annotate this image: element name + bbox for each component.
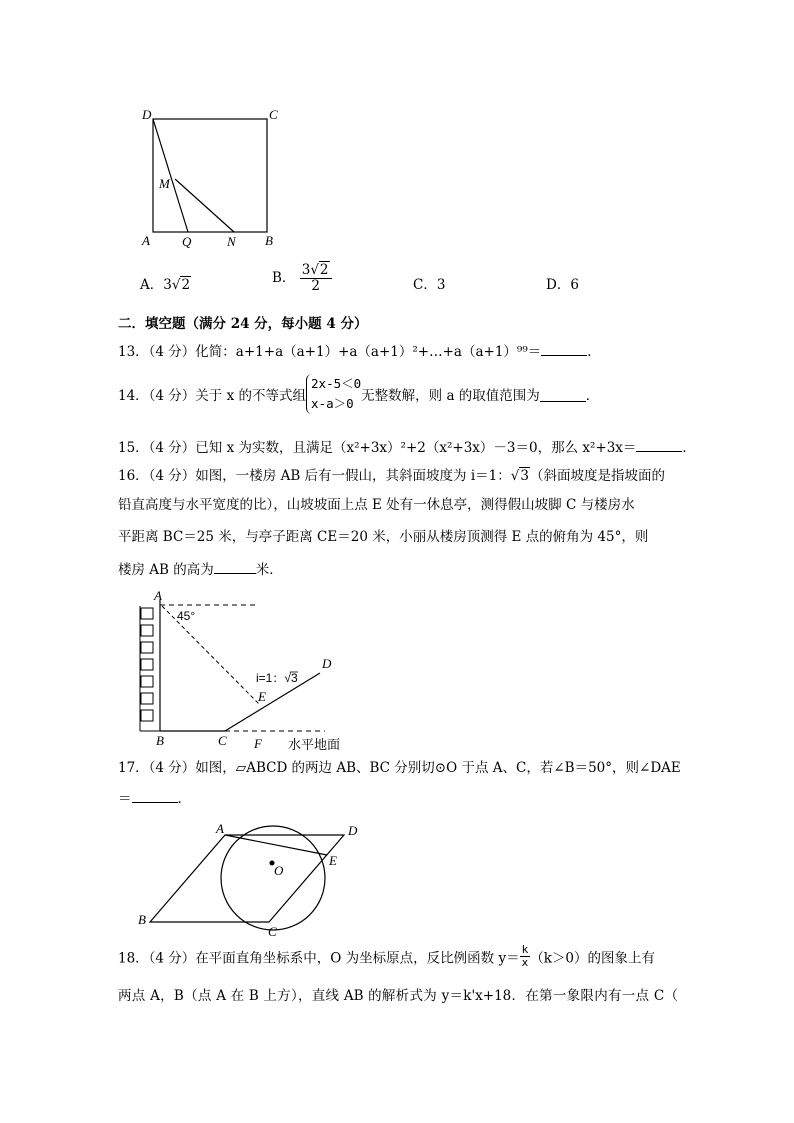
answer-blank xyxy=(132,788,178,803)
question-18-line-1: 18．（4 分）在平面直角坐标系中，O 为坐标原点，反比例函数 y＝ $\frac{k}{x}$ （k＞0）的图象上有 xyxy=(118,943,655,969)
building-windows xyxy=(141,608,153,721)
section-title: 二．填空题（满分 24 分，每小题 4 分） xyxy=(118,316,368,332)
label-c: C xyxy=(268,924,277,939)
q16-building-figure xyxy=(130,588,360,753)
answer-blank xyxy=(214,559,256,574)
answer-blank xyxy=(540,387,586,402)
ground-label: 水平地面 xyxy=(288,737,341,752)
label-q: Q xyxy=(182,234,192,249)
option-c: C．3 xyxy=(413,277,446,293)
label-m: M xyxy=(159,176,170,191)
answer-blank xyxy=(636,437,682,452)
circle-o xyxy=(221,826,325,930)
label-c: C xyxy=(269,107,278,122)
question-13: 13．（4 分）化简：a+1+a（a+1）+a（a+1）²+…+a（a+1）⁹⁹＝ ． xyxy=(118,341,601,362)
q17-parallelogram-figure xyxy=(132,815,372,940)
option-b-fraction: $\frac{3√2}{2}$ xyxy=(300,263,332,294)
label-d: D xyxy=(348,823,358,838)
label-a: A xyxy=(154,588,162,603)
fraction-k-over-x: $\frac{k}{x}$ xyxy=(521,943,529,969)
label-e: E xyxy=(258,689,266,704)
question-17-line-1: 17．（4 分）如图，▱ABCD 的两边 AB、BC 分别切⊙O 于点 A、C，若∠B＝50°，则∠DAE xyxy=(118,760,681,776)
question-16-line-4: 楼房 AB 的高为 米． xyxy=(118,559,283,580)
label-c: C xyxy=(218,733,227,748)
question-18-line-2: 两点 A，B（点 A 在 B 上方），直线 AB 的解析式为 y＝k'x+18．在第一象限内有一点 C（ xyxy=(118,988,678,1004)
line-mn xyxy=(175,179,234,232)
question-16-line-1: 16．（4 分）如图，一楼房 AB 后有一假山，其斜面坡度为 i＝1：√3（斜面坡度是指坡面的 xyxy=(118,468,665,484)
angle-label: 45° xyxy=(177,609,196,623)
label-e: E xyxy=(329,853,337,868)
q12-square-figure xyxy=(138,105,288,250)
question-17-line-2: ＝ ． xyxy=(118,788,191,809)
question-14: 14．（4 分）关于 x 的不等式组 2x-5＜0 x-a＞0 无整数解，则 a 的取值范围为 ． xyxy=(118,374,599,414)
label-a: A xyxy=(216,821,224,836)
label-o: O xyxy=(274,863,284,878)
label-b: B xyxy=(138,912,146,927)
label-b: B xyxy=(265,233,273,248)
slope-label: i=1：√3 xyxy=(256,671,298,685)
option-a-radicand: 2 xyxy=(181,277,191,293)
label-b: B xyxy=(156,733,164,748)
option-d: D．6 xyxy=(546,277,579,293)
question-15: 15．（4 分）已知 x 为实数，且满足（x²+3x）²+2（x²+3x）－3＝0，那么 x²+3x＝ ． xyxy=(118,437,696,458)
label-d: D xyxy=(322,656,332,671)
answer-blank xyxy=(541,341,587,356)
question-16-line-3: 平距离 BC＝25 米，与亭子距离 CE＝20 米，小丽从楼房顶测得 E 点的俯角为 45°，则 xyxy=(118,529,649,545)
question-16-line-2: 铅直高度与水平宽度的比），山坡坡面上点 E 处有一休息亭，测得假山坡脚 C 与楼房水 xyxy=(118,497,635,513)
inequality-system: 2x-5＜0 x-a＞0 xyxy=(306,374,361,414)
option-b: B． $\frac{3√2}{2}$ xyxy=(272,263,332,294)
label-a: A xyxy=(142,233,150,248)
label-f: F xyxy=(254,736,262,751)
label-d: D xyxy=(142,107,152,122)
label-n: N xyxy=(227,234,236,249)
option-a: A．3√2 xyxy=(140,277,191,293)
